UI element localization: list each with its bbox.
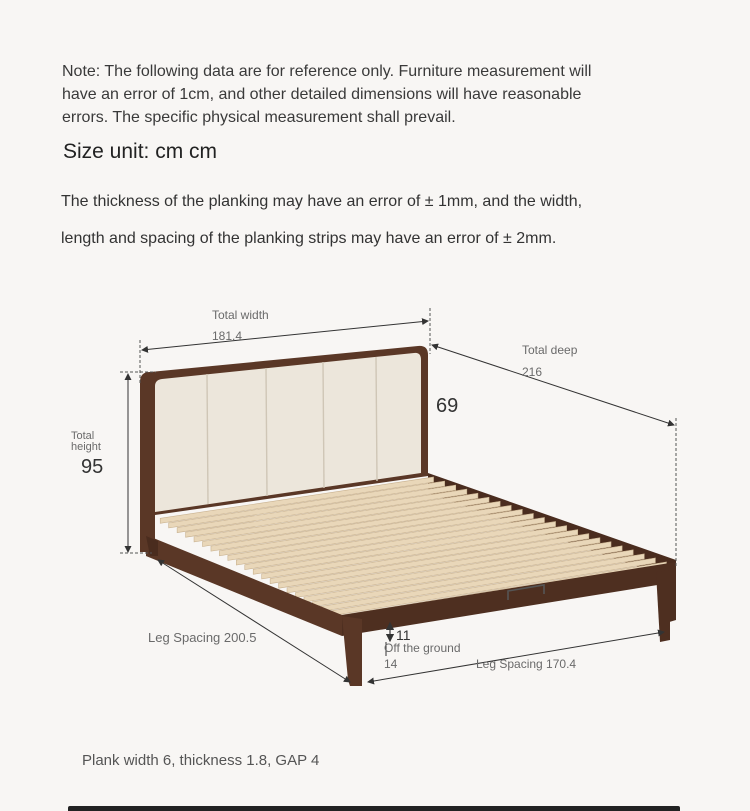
total-height-label-1: Total [71, 430, 95, 442]
size-unit: Size unit: cm cm [63, 140, 218, 163]
next-section-edge [68, 806, 680, 811]
tolerance-line-2: length and spacing of the planking strips may have an error of ± 2mm. [61, 230, 557, 247]
plank-spec: Plank width 6, thickness 1.8, GAP 4 [82, 752, 320, 769]
total-width-dim-line [142, 321, 428, 350]
leg-spacing-right-label: Leg Spacing 170.4 [476, 657, 577, 671]
total-deep-value: 216 [522, 365, 543, 379]
total-width-label: Total width [212, 308, 269, 322]
bed-dimension-diagram [0, 290, 750, 710]
slat-height-value: 11 [396, 627, 411, 643]
headboard-height-value: 69 [436, 395, 459, 417]
measurement-note: Note: The following data are for reference only. Furniture measurement will have an error of 1cm, and other detailed dimensions will have reasonable errors. The specific physical measurement shall prevail. [62, 63, 592, 126]
off-ground-value: 14 [384, 657, 398, 671]
total-width-value: 181.4 [212, 329, 243, 343]
bed-leg-front-right [656, 570, 670, 642]
bed-leg-front-left [342, 616, 362, 686]
tolerance-line-1: The thickness of the planking may have an error of ± 1mm, and the width, [61, 193, 583, 210]
total-deep-dim-line [432, 345, 674, 425]
total-height-label-2: height [71, 441, 101, 453]
total-deep-label: Total deep [522, 343, 578, 357]
total-height-value: 95 [81, 456, 104, 478]
off-ground-label: Off the ground [384, 641, 461, 655]
leg-spacing-left-label: Leg Spacing 200.5 [148, 630, 257, 645]
